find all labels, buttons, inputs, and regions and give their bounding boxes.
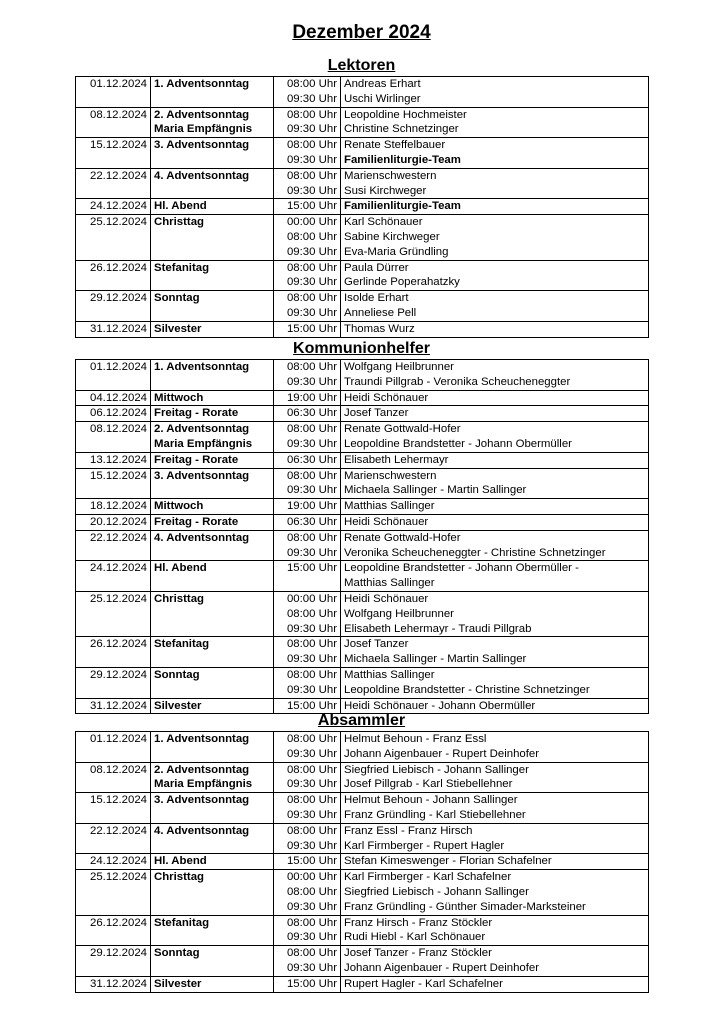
date-cell: 13.12.2024 — [76, 452, 151, 468]
table-row — [76, 184, 649, 199]
day-cell — [151, 230, 274, 245]
table-row — [76, 667, 649, 682]
time-cell: 08:00 Uhr — [274, 168, 341, 183]
day-cell: Hl. Abend — [151, 854, 274, 870]
table-row — [76, 683, 649, 698]
name-cell: Paula Dürrer — [341, 260, 649, 275]
table-row — [76, 514, 649, 530]
date-cell — [76, 576, 151, 591]
day-cell: 2. Adventsonntag — [151, 422, 274, 437]
table-row — [76, 138, 649, 153]
table-row — [76, 360, 649, 375]
day-cell — [151, 153, 274, 168]
date-cell: 22.12.2024 — [76, 823, 151, 838]
name-cell: Michaela Sallinger - Martin Sallinger — [341, 483, 649, 498]
time-cell: 09:30 Uhr — [274, 652, 341, 667]
day-cell: 2. Adventsonntag — [151, 762, 274, 777]
day-cell — [151, 808, 274, 823]
day-cell — [151, 622, 274, 637]
day-cell: Maria Empfängnis — [151, 777, 274, 792]
day-cell: 4. Adventsonntag — [151, 530, 274, 545]
date-cell: 20.12.2024 — [76, 514, 151, 530]
time-cell: 08:00 Uhr — [274, 732, 341, 747]
time-cell: 09:30 Uhr — [274, 961, 341, 976]
table-row — [76, 976, 649, 992]
time-cell: 09:30 Uhr — [274, 683, 341, 698]
day-cell — [151, 683, 274, 698]
time-cell: 08:00 Uhr — [274, 667, 341, 682]
table-row — [76, 622, 649, 637]
time-cell: 08:00 Uhr — [274, 762, 341, 777]
name-cell: Familienliturgie-Team — [341, 153, 649, 168]
name-cell: Sabine Kirchweger — [341, 230, 649, 245]
day-cell: Silvester — [151, 976, 274, 992]
day-cell: Mittwoch — [151, 390, 274, 406]
date-cell: 25.12.2024 — [76, 591, 151, 606]
name-cell: Helmut Behoun - Franz Essl — [341, 732, 649, 747]
time-cell: 08:00 Uhr — [274, 77, 341, 92]
time-cell: 09:30 Uhr — [274, 546, 341, 561]
table-row — [76, 260, 649, 275]
name-cell: Isolde Erhart — [341, 291, 649, 306]
day-cell — [151, 747, 274, 762]
date-cell — [76, 885, 151, 900]
date-cell: 29.12.2024 — [76, 946, 151, 961]
day-cell — [151, 961, 274, 976]
name-cell: Heidi Schönauer - Johann Obermüller — [341, 698, 649, 714]
day-cell — [151, 576, 274, 591]
day-cell — [151, 92, 274, 107]
name-cell: Siegfried Liebisch - Johann Sallinger — [341, 762, 649, 777]
day-cell: Stefanitag — [151, 260, 274, 275]
table-row — [76, 915, 649, 930]
day-cell: 3. Adventsonntag — [151, 468, 274, 483]
table-row — [76, 854, 649, 870]
date-cell: 31.12.2024 — [76, 698, 151, 714]
day-cell — [151, 375, 274, 390]
name-cell: Veronika Scheucheneggter - Christine Schnetzinger — [341, 546, 649, 561]
table-row — [76, 839, 649, 854]
day-cell: Hl. Abend — [151, 199, 274, 215]
name-cell: Karl Firmberger - Rupert Hagler — [341, 839, 649, 854]
day-cell: 1. Adventsonntag — [151, 732, 274, 747]
table-row — [76, 468, 649, 483]
table-row — [76, 153, 649, 168]
name-cell: Josef Tanzer — [341, 406, 649, 422]
day-cell: Freitag - Rorate — [151, 514, 274, 530]
date-cell — [76, 483, 151, 498]
table-row — [76, 793, 649, 808]
table-row — [76, 946, 649, 961]
day-cell: Mittwoch — [151, 499, 274, 515]
time-cell: 08:00 Uhr — [274, 138, 341, 153]
table-row — [76, 406, 649, 422]
date-cell — [76, 683, 151, 698]
date-cell: 08.12.2024 — [76, 762, 151, 777]
day-cell: Hl. Abend — [151, 561, 274, 576]
time-cell: 15:00 Uhr — [274, 321, 341, 337]
day-cell — [151, 546, 274, 561]
name-cell: Wolfgang Heilbrunner — [341, 607, 649, 622]
table-row — [76, 275, 649, 290]
name-cell: Eva-Maria Gründling — [341, 245, 649, 260]
name-cell: Marienschwestern — [341, 168, 649, 183]
name-cell: Rupert Hagler - Karl Schafelner — [341, 976, 649, 992]
day-cell — [151, 483, 274, 498]
time-cell: 09:30 Uhr — [274, 808, 341, 823]
name-cell: Helmut Behoun - Johann Sallinger — [341, 793, 649, 808]
time-cell: 09:30 Uhr — [274, 437, 341, 452]
name-cell: Matthias Sallinger — [341, 499, 649, 515]
table-row — [76, 607, 649, 622]
time-cell: 08:00 Uhr — [274, 230, 341, 245]
day-cell: Maria Empfängnis — [151, 122, 274, 137]
time-cell: 19:00 Uhr — [274, 499, 341, 515]
day-cell — [151, 245, 274, 260]
name-cell: Michaela Sallinger - Martin Sallinger — [341, 652, 649, 667]
name-cell: Franz Gründling - Karl Stiebellehner — [341, 808, 649, 823]
day-cell: Freitag - Rorate — [151, 452, 274, 468]
time-cell: 09:30 Uhr — [274, 777, 341, 792]
table-row — [76, 437, 649, 452]
name-cell: Franz Gründling - Günther Simader-Marksteiner — [341, 900, 649, 915]
name-cell: Karl Schönauer — [341, 215, 649, 230]
table-row — [76, 291, 649, 306]
date-cell — [76, 747, 151, 762]
name-cell: Elisabeth Lehermayr - Traudi Pillgrab — [341, 622, 649, 637]
time-cell: 08:00 Uhr — [274, 107, 341, 122]
name-cell: Renate Gottwald-Hofer — [341, 422, 649, 437]
table-row — [76, 546, 649, 561]
name-cell: Thomas Wurz — [341, 321, 649, 337]
table-row — [76, 762, 649, 777]
time-cell: 06:30 Uhr — [274, 452, 341, 468]
table-row — [76, 637, 649, 652]
time-cell: 15:00 Uhr — [274, 561, 341, 576]
name-cell: Heidi Schönauer — [341, 591, 649, 606]
date-cell — [76, 184, 151, 199]
time-cell: 08:00 Uhr — [274, 291, 341, 306]
day-cell — [151, 839, 274, 854]
day-cell — [151, 184, 274, 199]
name-cell: Matthias Sallinger — [341, 667, 649, 682]
name-cell: Traundi Pillgrab - Veronika Scheucheneggter — [341, 375, 649, 390]
name-cell: Leopoldine Brandstetter - Johann Obermüller - — [341, 561, 649, 576]
day-cell: Sonntag — [151, 291, 274, 306]
time-cell: 09:30 Uhr — [274, 747, 341, 762]
time-cell: 09:30 Uhr — [274, 122, 341, 137]
table-row — [76, 576, 649, 591]
time-cell: 08:00 Uhr — [274, 793, 341, 808]
day-cell: Stefanitag — [151, 915, 274, 930]
time-cell — [274, 576, 341, 591]
day-cell: 2. Adventsonntag — [151, 107, 274, 122]
table-row — [76, 499, 649, 515]
date-cell: 25.12.2024 — [76, 215, 151, 230]
table-row — [76, 885, 649, 900]
time-cell: 08:00 Uhr — [274, 360, 341, 375]
table-row — [76, 375, 649, 390]
date-cell — [76, 808, 151, 823]
table-row — [76, 390, 649, 406]
table-row — [76, 452, 649, 468]
day-cell: Silvester — [151, 321, 274, 337]
date-cell: 08.12.2024 — [76, 422, 151, 437]
date-cell: 15.12.2024 — [76, 793, 151, 808]
name-cell: Christine Schnetzinger — [341, 122, 649, 137]
name-cell: Johann Aigenbauer - Rupert Deinhofer — [341, 961, 649, 976]
time-cell: 00:00 Uhr — [274, 215, 341, 230]
name-cell: Stefan Kimeswenger - Florian Schafelner — [341, 854, 649, 870]
day-cell: 4. Adventsonntag — [151, 823, 274, 838]
name-cell: Johann Aigenbauer - Rupert Deinhofer — [341, 747, 649, 762]
day-cell: 4. Adventsonntag — [151, 168, 274, 183]
time-cell: 15:00 Uhr — [274, 854, 341, 870]
name-cell: Renate Gottwald-Hofer — [341, 530, 649, 545]
day-cell: Stefanitag — [151, 637, 274, 652]
time-cell: 09:30 Uhr — [274, 153, 341, 168]
date-cell: 24.12.2024 — [76, 854, 151, 870]
name-cell: Heidi Schönauer — [341, 390, 649, 406]
time-cell: 09:30 Uhr — [274, 92, 341, 107]
time-cell: 09:30 Uhr — [274, 184, 341, 199]
time-cell: 08:00 Uhr — [274, 823, 341, 838]
date-cell: 31.12.2024 — [76, 976, 151, 992]
table-row — [76, 900, 649, 915]
time-cell: 08:00 Uhr — [274, 637, 341, 652]
date-cell: 24.12.2024 — [76, 199, 151, 215]
absammler-table — [75, 731, 649, 993]
date-cell — [76, 230, 151, 245]
date-cell: 26.12.2024 — [76, 637, 151, 652]
table-row — [76, 732, 649, 747]
date-cell — [76, 245, 151, 260]
date-cell: 04.12.2024 — [76, 390, 151, 406]
name-cell: Leopoldine Brandstetter - Christine Schnetzinger — [341, 683, 649, 698]
name-cell: Franz Essl - Franz Hirsch — [341, 823, 649, 838]
time-cell: 08:00 Uhr — [274, 946, 341, 961]
day-cell: Christtag — [151, 591, 274, 606]
table-row — [76, 870, 649, 885]
day-cell — [151, 900, 274, 915]
date-cell — [76, 546, 151, 561]
date-cell — [76, 306, 151, 321]
date-cell: 22.12.2024 — [76, 168, 151, 183]
day-cell: Sonntag — [151, 667, 274, 682]
time-cell: 08:00 Uhr — [274, 422, 341, 437]
name-cell: Josef Tanzer - Franz Stöckler — [341, 946, 649, 961]
name-cell: Gerlinde Poperahatzky — [341, 275, 649, 290]
table-row — [76, 747, 649, 762]
day-cell — [151, 306, 274, 321]
time-cell: 08:00 Uhr — [274, 468, 341, 483]
name-cell: Rudi Hiebl - Karl Schönauer — [341, 930, 649, 945]
date-cell: 22.12.2024 — [76, 530, 151, 545]
name-cell: Wolfgang Heilbrunner — [341, 360, 649, 375]
day-cell: 1. Adventsonntag — [151, 360, 274, 375]
section-title-kommunionhelfer: Kommunionhelfer — [293, 340, 430, 357]
day-cell: Christtag — [151, 870, 274, 885]
name-cell: Susi Kirchweger — [341, 184, 649, 199]
day-cell — [151, 930, 274, 945]
date-cell: 15.12.2024 — [76, 138, 151, 153]
lektoren-table — [75, 76, 649, 338]
time-cell: 06:30 Uhr — [274, 406, 341, 422]
name-cell: Leopoldine Brandstetter - Johann Obermüller — [341, 437, 649, 452]
date-cell — [76, 839, 151, 854]
day-cell — [151, 652, 274, 667]
table-row — [76, 591, 649, 606]
day-cell: 1. Adventsonntag — [151, 77, 274, 92]
time-cell: 15:00 Uhr — [274, 698, 341, 714]
date-cell: 29.12.2024 — [76, 291, 151, 306]
day-cell: 3. Adventsonntag — [151, 138, 274, 153]
date-cell: 06.12.2024 — [76, 406, 151, 422]
name-cell: Marienschwestern — [341, 468, 649, 483]
name-cell: Uschi Wirlinger — [341, 92, 649, 107]
table-row — [76, 961, 649, 976]
date-cell — [76, 122, 151, 137]
table-row — [76, 230, 649, 245]
date-cell: 08.12.2024 — [76, 107, 151, 122]
time-cell: 00:00 Uhr — [274, 591, 341, 606]
date-cell: 01.12.2024 — [76, 732, 151, 747]
section-title-lektoren: Lektoren — [327, 57, 396, 74]
date-cell: 25.12.2024 — [76, 870, 151, 885]
date-cell — [76, 652, 151, 667]
date-cell — [76, 437, 151, 452]
day-cell — [151, 607, 274, 622]
name-cell: Heidi Schönauer — [341, 514, 649, 530]
time-cell: 09:30 Uhr — [274, 900, 341, 915]
table-row — [76, 652, 649, 667]
table-row — [76, 245, 649, 260]
table-row — [76, 199, 649, 215]
day-cell: 3. Adventsonntag — [151, 793, 274, 808]
name-cell: Renate Steffelbauer — [341, 138, 649, 153]
table-row — [76, 422, 649, 437]
date-cell: 26.12.2024 — [76, 260, 151, 275]
name-cell: Matthias Sallinger — [341, 576, 649, 591]
day-cell: Sonntag — [151, 946, 274, 961]
time-cell: 08:00 Uhr — [274, 260, 341, 275]
day-cell: Maria Empfängnis — [151, 437, 274, 452]
section-title-absammler: Absammler — [317, 712, 406, 729]
table-row — [76, 92, 649, 107]
time-cell: 00:00 Uhr — [274, 870, 341, 885]
time-cell: 09:30 Uhr — [274, 483, 341, 498]
table-row — [76, 777, 649, 792]
date-cell — [76, 275, 151, 290]
name-cell: Franz Hirsch - Franz Stöckler — [341, 915, 649, 930]
date-cell — [76, 961, 151, 976]
table-row — [76, 122, 649, 137]
time-cell: 09:30 Uhr — [274, 306, 341, 321]
table-row — [76, 215, 649, 230]
time-cell: 09:30 Uhr — [274, 375, 341, 390]
table-row — [76, 561, 649, 576]
time-cell: 09:30 Uhr — [274, 275, 341, 290]
name-cell: Leopoldine Hochmeister — [341, 107, 649, 122]
table-row — [76, 483, 649, 498]
time-cell: 19:00 Uhr — [274, 390, 341, 406]
date-cell: 01.12.2024 — [76, 360, 151, 375]
day-cell: Silvester — [151, 698, 274, 714]
date-cell — [76, 930, 151, 945]
table-row — [76, 306, 649, 321]
date-cell: 18.12.2024 — [76, 499, 151, 515]
table-row — [76, 107, 649, 122]
table-row — [76, 168, 649, 183]
time-cell: 08:00 Uhr — [274, 607, 341, 622]
time-cell: 09:30 Uhr — [274, 930, 341, 945]
name-cell: Karl Firmberger - Karl Schafelner — [341, 870, 649, 885]
kommunionhelfer-table — [75, 359, 649, 714]
time-cell: 09:30 Uhr — [274, 839, 341, 854]
date-cell: 15.12.2024 — [76, 468, 151, 483]
day-cell — [151, 275, 274, 290]
date-cell: 29.12.2024 — [76, 667, 151, 682]
day-cell — [151, 885, 274, 900]
day-cell: Freitag - Rorate — [151, 406, 274, 422]
date-cell — [76, 607, 151, 622]
date-cell: 31.12.2024 — [76, 321, 151, 337]
time-cell: 08:00 Uhr — [274, 530, 341, 545]
date-cell: 24.12.2024 — [76, 561, 151, 576]
name-cell: Anneliese Pell — [341, 306, 649, 321]
time-cell: 08:00 Uhr — [274, 885, 341, 900]
time-cell: 15:00 Uhr — [274, 199, 341, 215]
date-cell — [76, 375, 151, 390]
date-cell — [76, 777, 151, 792]
time-cell: 09:30 Uhr — [274, 622, 341, 637]
table-row — [76, 823, 649, 838]
table-row — [76, 77, 649, 92]
date-cell — [76, 92, 151, 107]
time-cell: 06:30 Uhr — [274, 514, 341, 530]
page-title: Dezember 2024 — [292, 22, 431, 43]
day-cell: Christtag — [151, 215, 274, 230]
name-cell: Josef Pillgrab - Karl Stiebellehner — [341, 777, 649, 792]
name-cell: Elisabeth Lehermayr — [341, 452, 649, 468]
date-cell: 26.12.2024 — [76, 915, 151, 930]
date-cell — [76, 153, 151, 168]
table-row — [76, 930, 649, 945]
time-cell: 08:00 Uhr — [274, 915, 341, 930]
date-cell — [76, 900, 151, 915]
name-cell: Andreas Erhart — [341, 77, 649, 92]
table-row — [76, 321, 649, 337]
date-cell — [76, 622, 151, 637]
table-row — [76, 530, 649, 545]
date-cell: 01.12.2024 — [76, 77, 151, 92]
time-cell: 09:30 Uhr — [274, 245, 341, 260]
table-row — [76, 808, 649, 823]
name-cell: Siegfried Liebisch - Johann Sallinger — [341, 885, 649, 900]
name-cell: Josef Tanzer — [341, 637, 649, 652]
name-cell: Familienliturgie-Team — [341, 199, 649, 215]
time-cell: 15:00 Uhr — [274, 976, 341, 992]
